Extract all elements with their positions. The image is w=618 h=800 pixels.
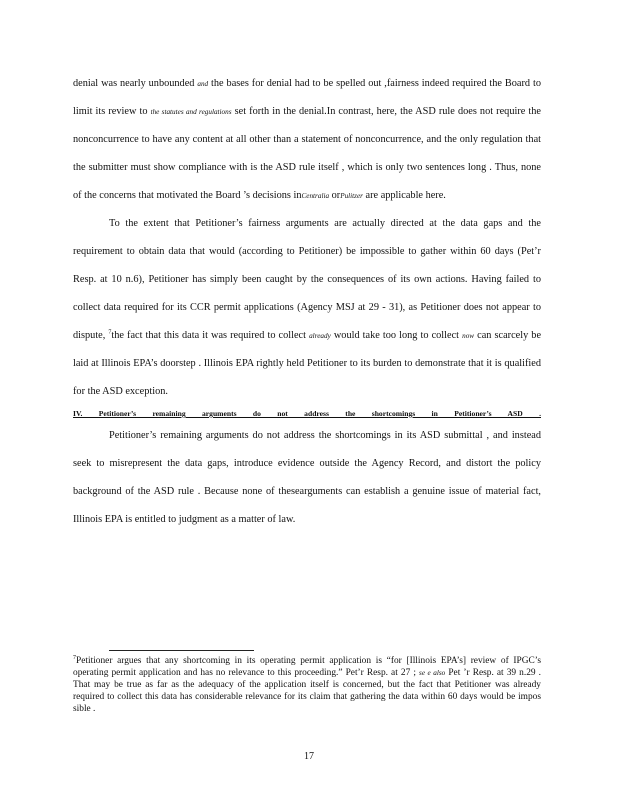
body-text <box>73 70 541 534</box>
paragraph-3: Petitioner’s remaining arguments do not address the shortcomings in its ASD submittal , and instead seek to misrepresent the data gaps, introduce evidence outside the Agency Record, and distort the policy background of the ASD rule . Because none of thesearguments can establish a genuine issue of material fact, Illinois EPA is entitled to judgment as a matter of law. <box>73 430 541 525</box>
p2-text-b: the fact that this data it was required to collect <box>111 330 306 341</box>
p1-italic-statutes: the statutes and regulations <box>150 108 232 116</box>
p2-text-c: would take too long to collect <box>333 330 460 341</box>
p2-italic-already: already <box>309 332 331 340</box>
page-number: 17 <box>304 751 314 762</box>
paragraph-2 <box>73 210 541 406</box>
section-heading: IV. Petitioner’s remaining arguments do not address the shortcomings in Petitioner’s ASD . <box>73 409 541 418</box>
footnote-text-b: Pet ’r Resp. at 39 n.29 . That may be true as far as the adequacy of the application itself is concerned, but the fact that Petitioner was already required to collect this data has considerable relevance for its claim that gathering the data within 60 days would be impos sible . <box>73 668 541 715</box>
footnote-divider <box>109 650 254 651</box>
footnote-reference: 7 <box>108 329 112 336</box>
paragraph-1 <box>73 70 541 210</box>
p1-text-d: or <box>331 190 341 201</box>
footnote-italic-see-also: se e also <box>419 669 446 678</box>
p2-italic-now: now <box>462 332 475 340</box>
p2-text-d: can scarcely be laid at Illinois EPA’s doorstep . Illinois EPA rightly held Petitioner to its burden to demonstrate that it is qualified for the ASD exception. <box>73 330 542 397</box>
p2-text-a: To the extent that Petitioner’s fairness arguments are actually directed at the data gaps and the requirement to obtain data that would (according to Petitioner) be impossible to gather within 60 days (Pet’r Resp. at 10 n.6), Petitioner has simply been caught by the consequences of its own actions. Having failed to collect data required for its CCR permit applications (Agency MSJ at 29 - 31), as Petitioner does not appear to dispute, <box>73 218 541 341</box>
p1-italic-and: and <box>197 80 209 88</box>
footnote <box>73 655 541 715</box>
footnote-mark: 7 <box>73 654 76 661</box>
p1-text-e: are applicable here. <box>365 190 446 201</box>
p1-text-b: the bases for denial had to be spelled out ,fairness indeed required the Board to limit its review to <box>73 78 541 117</box>
p1-italic-pulitzer: Pulitzer <box>340 192 363 200</box>
p1-text-c: set forth in the denial.In contrast, here, the ASD rule does not require the nonconcurrence to have any content at all other than a statement of nonconcurrence, and the only regulation that the submitter must show compliance with is the ASD rule itself , which is only two sentences long . Thus, none of the concerns that motivated the Board ’s decisions in <box>73 106 541 201</box>
p1-text-a: denial was nearly unbounded <box>73 78 195 89</box>
footnote-text-a: Petitioner argues that any shortcoming in its operating permit application is “for [Illinois EPA’s] review of IPGC’s operating permit application and has no relevance to this proceeding.” Pet’r Resp. at 27 ; <box>73 656 541 679</box>
p1-italic-centralia: Centralia <box>301 192 330 200</box>
